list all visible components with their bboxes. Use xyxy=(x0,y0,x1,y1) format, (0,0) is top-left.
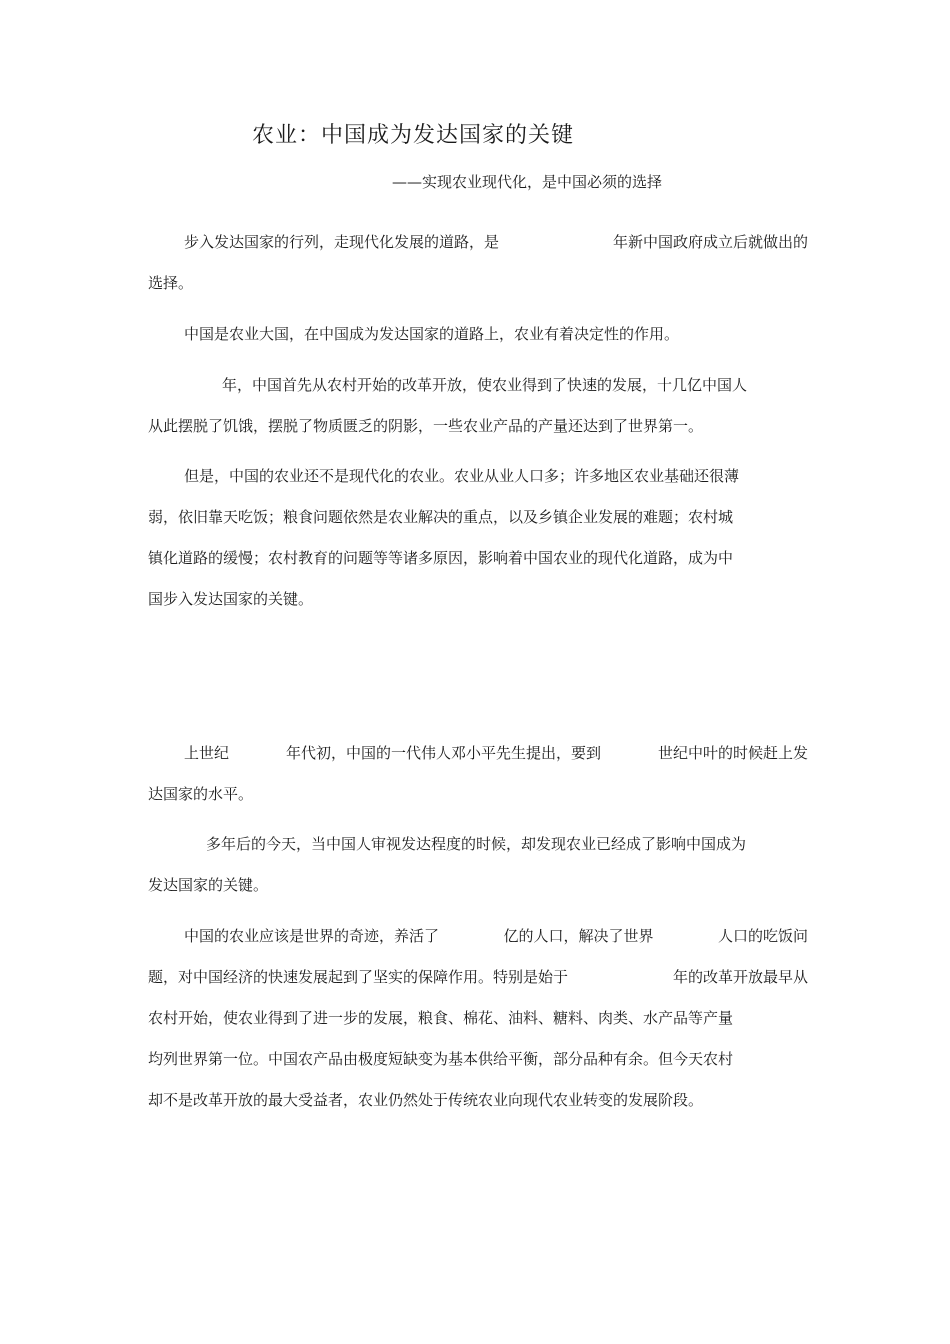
paragraph-line xyxy=(148,865,808,906)
paragraph-line xyxy=(148,957,808,998)
paragraph-line xyxy=(148,824,808,865)
text-span: 上世纪 xyxy=(184,744,230,762)
paragraph-line xyxy=(148,998,808,1039)
paragraph-line xyxy=(148,365,808,406)
paragraph-line xyxy=(148,538,808,579)
text-span: 弱，依旧靠天吃饭；粮食问题依然是农业解决的重点，以及乡镇企业发展的难题；农村城 xyxy=(148,508,734,526)
paragraph-line xyxy=(148,222,808,263)
paragraph-line xyxy=(148,733,808,774)
text-span: 多年后的今天，当中国人审视发达程度的时候，却发现农业已经成了影响中国成为 xyxy=(206,835,747,853)
text-span: 年的改革开放最早从 xyxy=(672,968,808,986)
paragraph-4 xyxy=(148,456,808,620)
document-subtitle: ——实现农业现代化，是中国必须的选择 xyxy=(392,173,663,191)
paragraph-line xyxy=(148,456,808,497)
text-span: 中国的农业应该是世界的奇迹，养活了 xyxy=(184,927,440,945)
paragraph-7 xyxy=(148,916,808,1121)
paragraph-line xyxy=(148,774,808,815)
paragraph-3 xyxy=(148,365,808,447)
paragraph-line xyxy=(148,1080,808,1121)
text-span: 亿的人口，解决了世界 xyxy=(503,927,654,945)
text-span: 世纪中叶的时候赶上发 xyxy=(657,744,808,762)
paragraph-line xyxy=(148,916,808,957)
text-span: 题，对中国经济的快速发展起到了坚实的保障作用。特别是始于 xyxy=(148,968,569,986)
text-span: 年，中国首先从农村开始的改革开放，使农业得到了快速的发展，十几亿中国人 xyxy=(222,376,748,394)
paragraph-line xyxy=(148,497,808,538)
paragraph-line xyxy=(148,263,808,304)
text-span: 却不是改革开放的最大受益者，农业仍然处于传统农业向现代农业转变的发展阶段。 xyxy=(148,1091,704,1109)
text-span: 但是，中国的农业还不是现代化的农业。农业从业人口多；许多地区农业基础还很薄 xyxy=(184,467,740,485)
text-span: 选择。 xyxy=(148,274,194,292)
text-span: 镇化道路的缓慢；农村教育的问题等等诸多原因，影响着中国农业的现代化道路，成为中 xyxy=(148,549,734,567)
text-span: 均列世界第一位。中国农产品由极度短缺变为基本供给平衡，部分品种有余。但今天农村 xyxy=(148,1050,734,1068)
paragraph-line xyxy=(148,579,808,620)
text-span: 农村开始，使农业得到了进一步的发展，粮食、棉花、油料、糖料、肉类、水产品等产量 xyxy=(148,1009,734,1027)
text-span: 步入发达国家的行列，走现代化发展的道路，是 xyxy=(184,233,500,251)
text-span: 达国家的水平。 xyxy=(148,785,254,803)
text-span: 年新中国政府成立后就做出的 xyxy=(612,233,808,251)
paragraph-6 xyxy=(148,824,808,906)
paragraph-line xyxy=(148,314,808,355)
text-span: 从此摆脱了饥饿，摆脱了物质匮乏的阴影，一些农业产品的产量还达到了世界第一。 xyxy=(148,417,704,435)
text-span: 年代初，中国的一代伟人邓小平先生提出，要到 xyxy=(285,744,601,762)
text-span: 发达国家的关键。 xyxy=(148,876,269,894)
paragraph-1 xyxy=(148,222,808,304)
document-title: 农业：中国成为发达国家的关键 xyxy=(252,123,575,148)
paragraph-line xyxy=(148,1039,808,1080)
paragraph-line xyxy=(148,406,808,447)
paragraph-2 xyxy=(148,314,808,355)
text-span: 人口的吃饭问 xyxy=(717,927,808,945)
text-span: 国步入发达国家的关键。 xyxy=(148,590,314,608)
paragraph-5 xyxy=(148,733,808,815)
text-span: 中国是农业大国，在中国成为发达国家的道路上，农业有着决定性的作用。 xyxy=(184,325,680,343)
